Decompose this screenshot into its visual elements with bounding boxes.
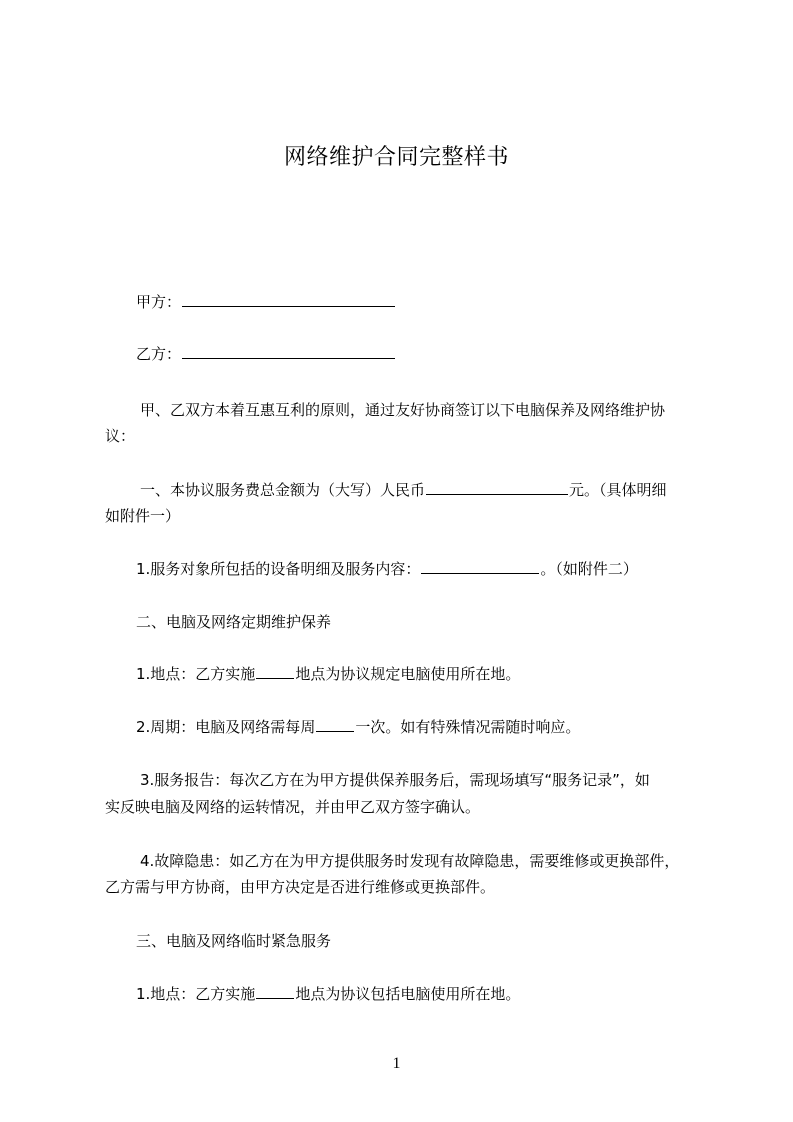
section-2-item-2 [136, 714, 736, 741]
party-a-blank [182, 291, 395, 307]
section-2-heading: 二、电脑及网络定期维护保养 [136, 613, 332, 631]
party-b-line [136, 341, 736, 368]
section-2-item-3-line-1: 3.服务报告：每次乙方在为甲方提供保养服务后，需现场填写“服务记录”，如 [140, 771, 650, 789]
section-1-line-2: 如附件一） [105, 507, 181, 525]
location-blank [256, 983, 294, 999]
party-a-line [136, 289, 736, 316]
section-1-item-1 [136, 556, 736, 583]
page-number: 1 [392, 1055, 401, 1072]
equipment-blank [421, 558, 539, 574]
party-b-blank [182, 343, 395, 359]
section-2-item-4-line-2: 乙方需与甲方协商，由甲方决定是否进行维修或更换部件。 [105, 878, 496, 896]
intro-line-2: 议： [105, 427, 136, 445]
section-1-text-post: 元。（具体明细 [569, 481, 667, 499]
cycle-blank [316, 716, 354, 732]
section-3-item-1 [136, 981, 736, 1008]
section-3-heading: 三、电脑及网络临时紧急服务 [136, 932, 332, 950]
item-text-post: 地点为协议包括电脑使用所在地。 [295, 985, 521, 1003]
item-text-pre: 1.地点：乙方实施 [136, 985, 256, 1003]
section-2-item-4-line-1: 4.故障隐患：如乙方在为甲方提供服务时发现有故障隐患，需要维修或更换部件， [140, 852, 680, 870]
item-text-post: 。（如附件二） [540, 560, 638, 578]
amount-blank [426, 479, 568, 495]
section-1-text-pre: 一、本协议服务费总金额为（大写）人民币 [140, 481, 426, 499]
item-text-pre: 1.服务对象所包括的设备明细及服务内容： [136, 560, 421, 578]
section-1-line-1 [140, 477, 740, 504]
document-title: 网络维护合同完整样书 [283, 145, 509, 170]
section-2-item-1 [136, 661, 736, 688]
item-text-post: 地点为协议规定电脑使用所在地。 [295, 665, 521, 683]
party-b-label: 乙方： [136, 345, 182, 363]
party-a-label: 甲方： [136, 293, 182, 311]
section-2-item-3-line-2: 实反映电脑及网络的运转情况，并由甲乙双方签字确认。 [105, 798, 481, 816]
intro-line-1: 甲、乙双方本着互惠互利的原则，通过友好协商签订以下电脑保养及网络维护协 [140, 401, 666, 419]
item-text-pre: 2.周期：电脑及网络需每周 [136, 718, 316, 736]
location-blank [256, 663, 294, 679]
item-text-pre: 1.地点：乙方实施 [136, 665, 256, 683]
item-text-post: 一次。如有特殊情况需随时响应。 [355, 718, 581, 736]
